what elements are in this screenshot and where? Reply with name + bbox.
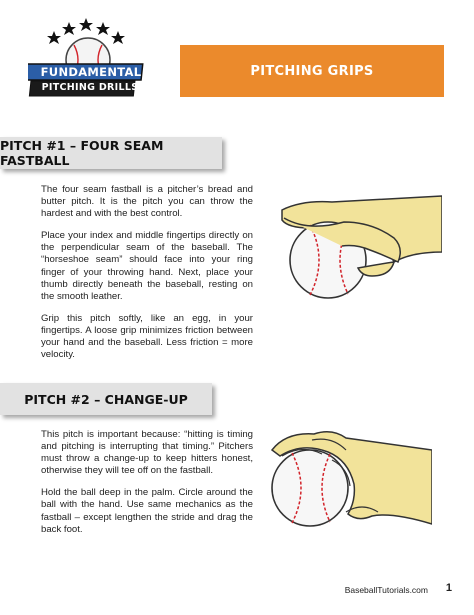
paragraph: The four seam fastball is a pitcher’s bread and butter pitch. It is the pitch you can throw the hardest and with the best control. [41, 184, 253, 220]
page-number: 1 [445, 582, 452, 594]
section-header-pitch-2 [0, 383, 212, 415]
section-header-pitch-1 [0, 137, 222, 169]
page-title: PITCHING GRIPS [250, 63, 374, 79]
four-seam-grip-illustration [262, 192, 442, 312]
paragraph: Hold the ball deep in the palm. Circle around the ball with the hand. Use same mechanics as the fastball – except lengthen the stride and drag the back foot. [41, 487, 253, 535]
change-up-grip-illustration [262, 420, 432, 540]
title-banner [180, 45, 444, 97]
section-title: PITCH #1 – FOUR SEAM FASTBALL [0, 138, 164, 168]
paragraph: Place your index and middle fingertips directly on the perpendicular seam of the baseball. The “horseshoe seam” should face into your ring finger of your throwing hand. Next, place your thumb directly beneath the baseball, resting on the smooth leather. [41, 230, 253, 302]
footer-website: BaseballTutorials.com [344, 585, 428, 595]
section-body-pitch-1 [41, 184, 253, 371]
paragraph: Grip this pitch softly, like an egg, in your fingertips. A loose grip minimizes friction between your hand and the baseball. Less friction = more velocity. [41, 312, 253, 361]
logo [28, 14, 150, 104]
section-title: PITCH #2 – CHANGE-UP [24, 391, 188, 407]
paragraph: This pitch is important because: “hitting is timing and pitching is interrupting that timing.” Pitchers must throw a change-up to keep hitters honest, otherwise they will tee off on the fastball. [41, 429, 253, 477]
logo-title: FUNDAMENTAL [40, 65, 142, 79]
logo-subtitle: PITCHING DRILLS [41, 82, 139, 93]
section-body-pitch-2 [41, 429, 253, 546]
